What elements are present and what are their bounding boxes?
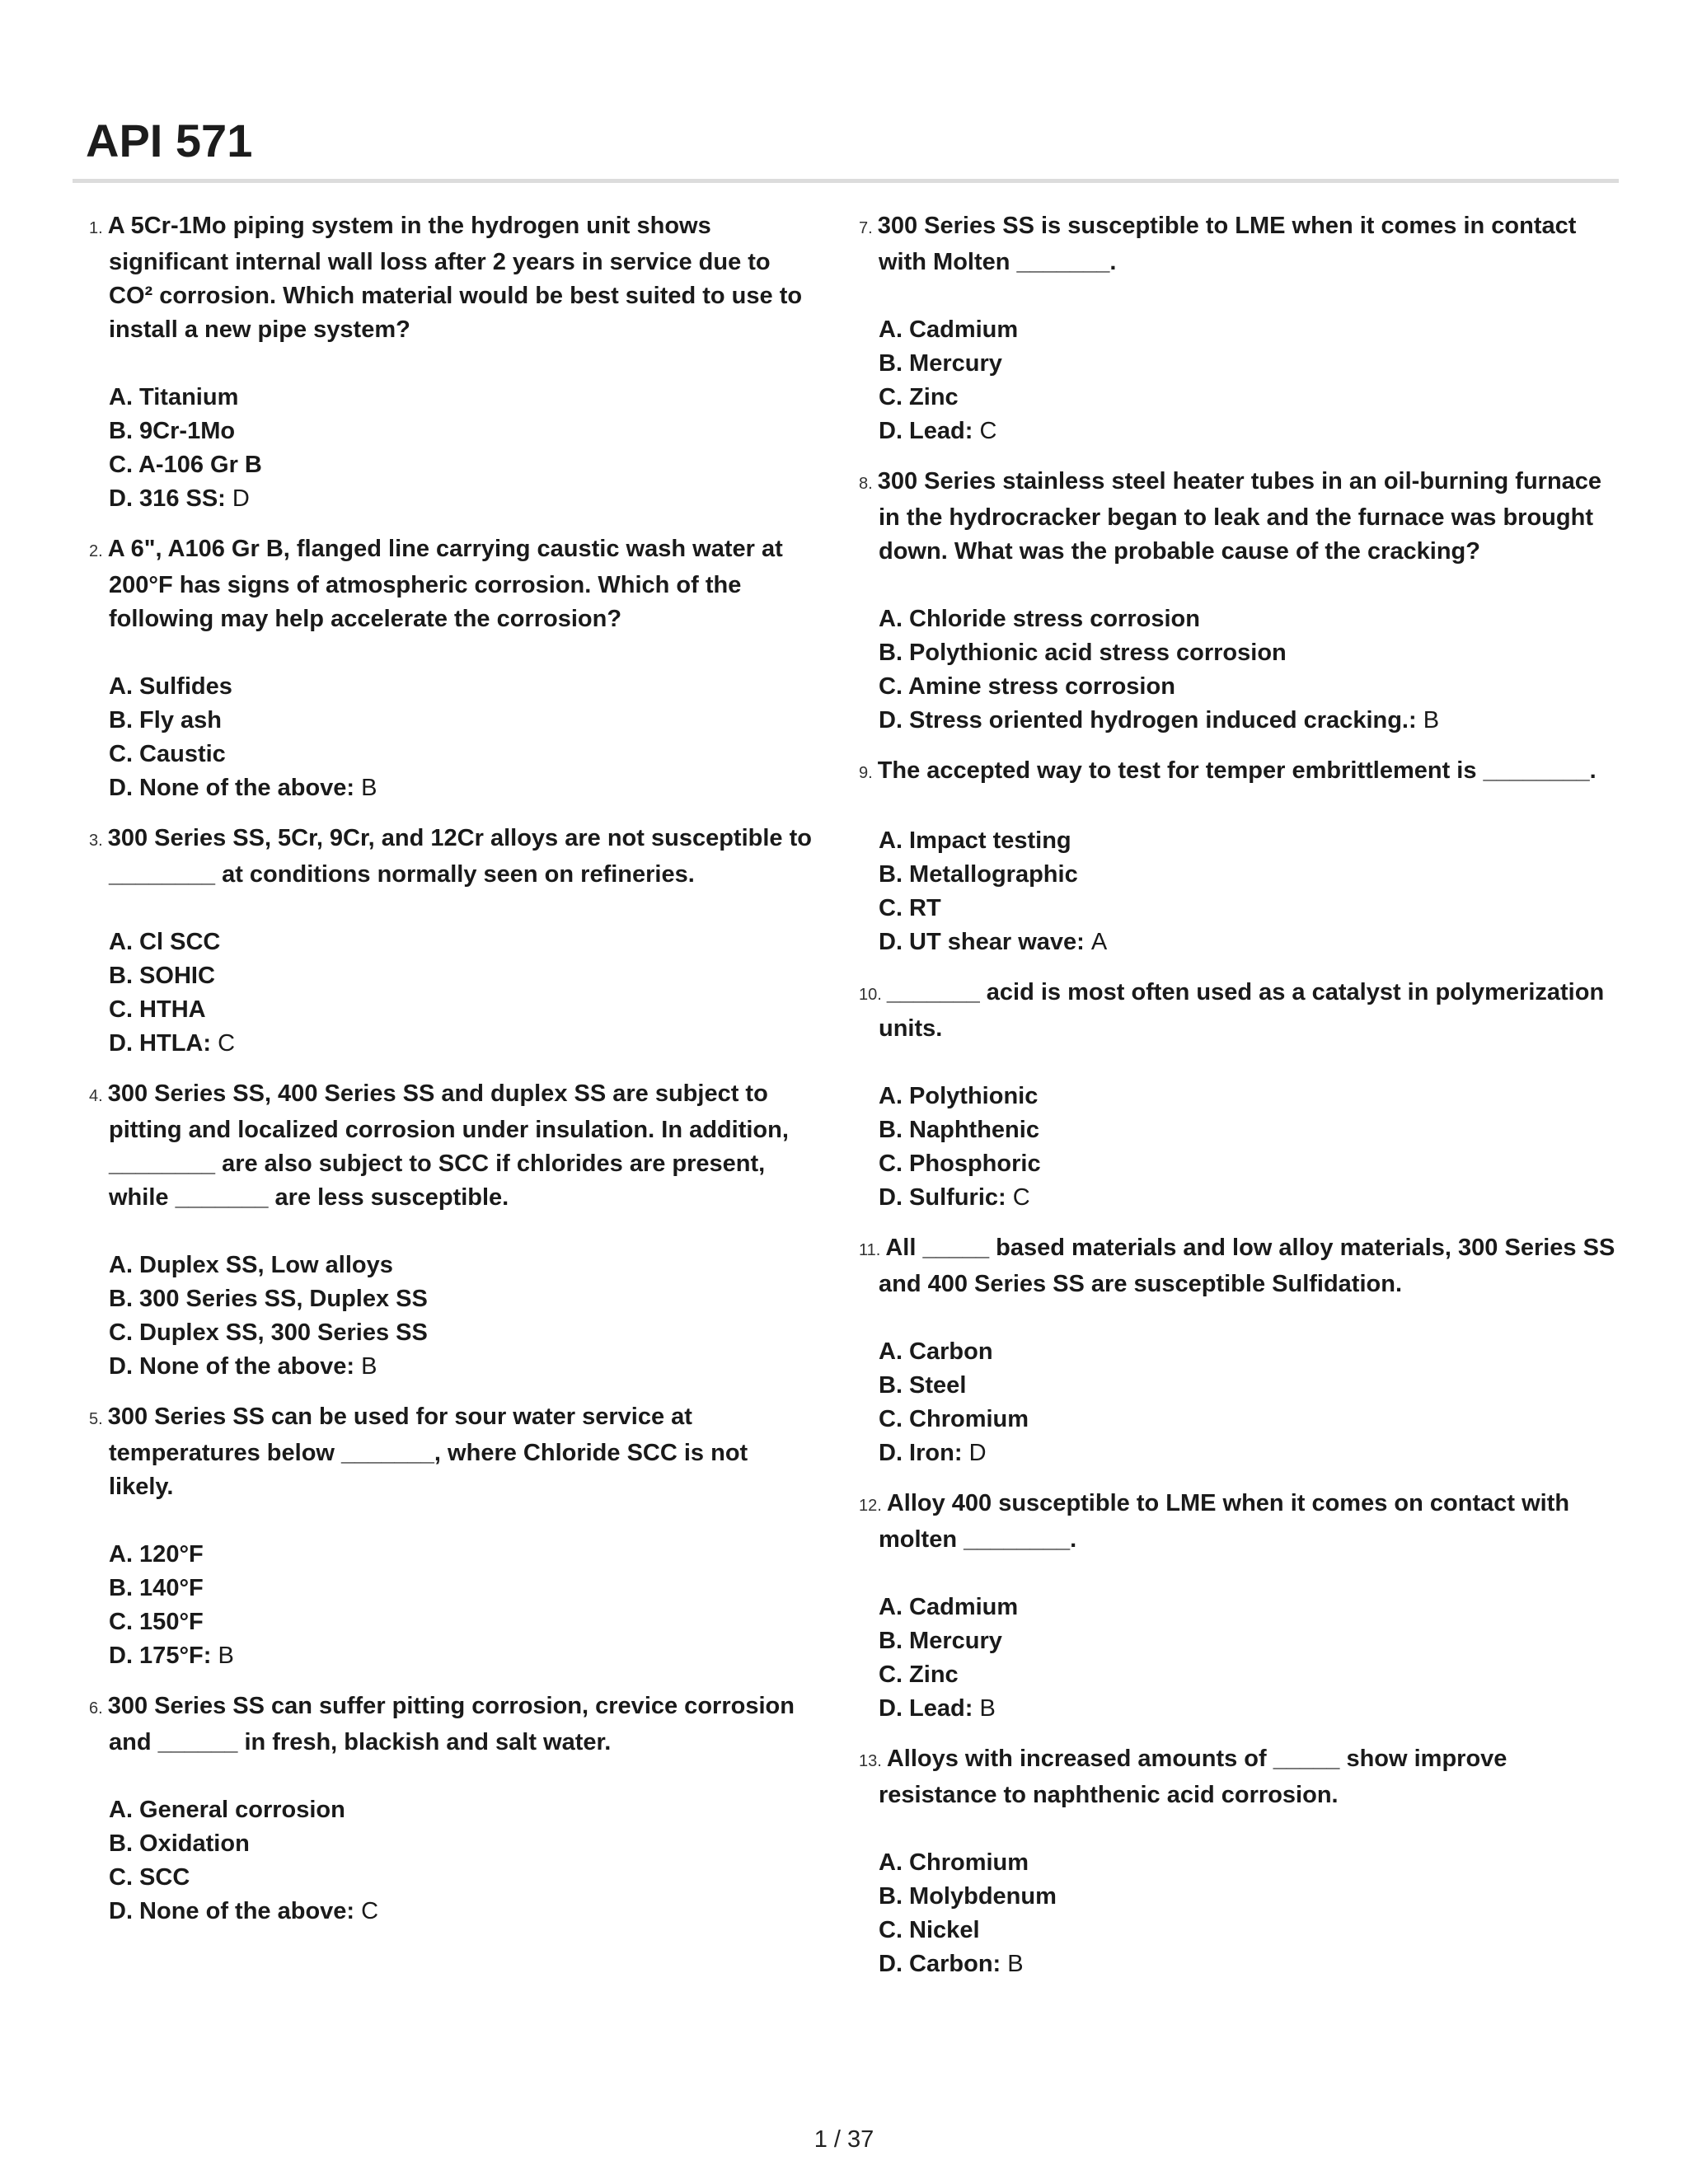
option-label: B. Naphthenic (879, 1117, 1039, 1143)
question-number: 8. (859, 475, 873, 493)
question-number: 5. (89, 1410, 103, 1428)
page-number: 1 / 37 (814, 2126, 874, 2153)
option-list (73, 926, 814, 1061)
option-list (842, 1591, 1617, 1726)
option-item (879, 1403, 1617, 1436)
option-label: A. Carbon (879, 1338, 993, 1365)
question-item (73, 532, 814, 805)
option-label: A. General corrosion (109, 1797, 345, 1823)
question-number: 10. (859, 986, 882, 1004)
answer-key: B (361, 775, 377, 801)
question-stem (73, 822, 814, 892)
question-item (73, 1400, 814, 1673)
question-stem (73, 532, 814, 636)
question-number: 13. (859, 1752, 882, 1770)
option-item (879, 1080, 1617, 1113)
option-item (109, 771, 814, 805)
option-item (109, 1350, 814, 1384)
option-label: B. Steel (879, 1372, 967, 1399)
question-stem (73, 209, 814, 347)
option-label: A. Cl SCC (109, 929, 221, 955)
question-text: The accepted way to test for temper embrittlement is ________. (877, 757, 1597, 784)
option-item (109, 1538, 814, 1572)
option-label: C. Nickel (879, 1917, 980, 1943)
option-list (842, 602, 1617, 738)
option-list (842, 1080, 1617, 1215)
option-label: C. Duplex SS, 300 Series SS (109, 1319, 428, 1346)
question-column-right (842, 209, 1617, 1998)
question-text: Alloys with increased amounts of _____ show improve resistance to naphthenic acid corrosion. (879, 1746, 1507, 1808)
option-label: B. Mercury (879, 1628, 1002, 1654)
question-number: 11. (859, 1241, 881, 1259)
option-item (109, 704, 814, 738)
option-label: B. Molybdenum (879, 1883, 1057, 1910)
question-text: _______ acid is most often used as a catalyst in polymerization units. (879, 979, 1605, 1042)
option-label: A. Chloride stress corrosion (879, 606, 1200, 632)
option-item (109, 448, 814, 482)
question-stem (842, 465, 1617, 569)
option-label: A. Polythionic (879, 1083, 1039, 1109)
option-item (879, 1880, 1617, 1914)
option-label: A. Cadmium (879, 1594, 1019, 1620)
option-item (879, 1436, 1617, 1470)
option-item (879, 1591, 1617, 1624)
option-label: C. Zinc (879, 1661, 959, 1688)
option-item (109, 959, 814, 993)
question-item (73, 1077, 814, 1384)
question-text: 300 Series SS can suffer pitting corrosion, crevice corrosion and ______ in fresh, blackish and salt water. (107, 1693, 795, 1755)
question-item (842, 209, 1617, 448)
option-item (109, 926, 814, 959)
question-number: 12. (859, 1497, 882, 1515)
page-title: API 571 (86, 115, 253, 166)
question-item (842, 976, 1617, 1215)
option-item (109, 381, 814, 415)
answer-key: C (1012, 1184, 1030, 1211)
question-number: 4. (89, 1087, 103, 1105)
answer-key: C (979, 418, 997, 444)
option-item (879, 1113, 1617, 1147)
option-item (879, 1914, 1617, 1947)
question-text: A 5Cr-1Mo piping system in the hydrogen unit shows significant internal wall loss after 2 years in service due to CO² corrosion. Which material would be best suited to use to install a new pipe system? (107, 213, 803, 343)
question-number: 1. (89, 219, 103, 237)
answer-key: B (1423, 707, 1440, 733)
question-number: 3. (89, 832, 103, 850)
option-label: C. Phosphoric (879, 1151, 1041, 1177)
option-item (879, 636, 1617, 670)
option-label: A. Duplex SS, Low alloys (109, 1252, 393, 1278)
answer-key: D (968, 1440, 987, 1466)
option-label: A. Titanium (109, 384, 239, 410)
option-item (879, 1369, 1617, 1403)
option-item (879, 1147, 1617, 1181)
option-list (73, 381, 814, 516)
option-list (73, 670, 814, 805)
option-label: D. None of the above: (109, 775, 355, 801)
option-item (879, 704, 1617, 738)
option-label: D. 316 SS: (109, 485, 226, 512)
question-stem (842, 1742, 1617, 1812)
option-list (842, 824, 1617, 959)
question-stem (842, 1231, 1617, 1301)
option-item (109, 1861, 814, 1895)
question-item (842, 754, 1617, 959)
option-label: C. HTHA (109, 996, 206, 1023)
option-item (109, 1827, 814, 1861)
answer-key: B (979, 1695, 996, 1722)
option-label: A. 120°F (109, 1541, 204, 1568)
option-item (879, 1692, 1617, 1726)
question-text: 300 Series SS is susceptible to LME when it comes in contact with Molten _______. (877, 213, 1577, 275)
option-label: C. RT (879, 895, 941, 921)
option-label: B. SOHIC (109, 963, 215, 989)
question-stem (73, 1077, 814, 1215)
option-item (109, 1249, 814, 1282)
answer-key: B (361, 1353, 377, 1380)
option-item (879, 313, 1617, 347)
option-item (109, 1572, 814, 1605)
question-item (73, 1690, 814, 1929)
option-item (109, 482, 814, 516)
answer-key: C (218, 1030, 236, 1057)
option-label: D. UT shear wave: (879, 929, 1085, 955)
question-text: 300 Series SS, 400 Series SS and duplex SS are subject to pitting and localized corrosion under insulation. In addition, ________ are also subject to SCC if chlorides are present, while _______ are less susceptible. (107, 1080, 789, 1211)
option-label: B. 9Cr-1Mo (109, 418, 236, 444)
option-item (879, 1335, 1617, 1369)
option-item (109, 1793, 814, 1827)
question-stem (842, 209, 1617, 279)
option-item (879, 1181, 1617, 1215)
option-item (879, 1846, 1617, 1880)
option-label: A. Chromium (879, 1849, 1029, 1876)
option-item (109, 993, 814, 1027)
option-label: D. Lead: (879, 1695, 973, 1722)
option-item (879, 381, 1617, 415)
option-item (879, 1624, 1617, 1658)
option-item (109, 1895, 814, 1929)
option-label: B. 140°F (109, 1575, 204, 1601)
option-label: D. HTLA: (109, 1030, 212, 1057)
question-stem (73, 1400, 814, 1504)
option-label: D. Iron: (879, 1440, 963, 1466)
question-stem (73, 1690, 814, 1760)
option-label: D. Stress oriented hydrogen induced cracking.: (879, 707, 1417, 733)
question-item (73, 822, 814, 1061)
question-number: 7. (859, 219, 873, 237)
answer-key: B (1007, 1951, 1024, 1977)
option-label: A. Impact testing (879, 827, 1071, 854)
question-item (842, 1742, 1617, 1981)
answer-key: B (218, 1643, 234, 1669)
option-label: D. Carbon: (879, 1951, 1001, 1977)
option-item (109, 670, 814, 704)
option-label: C. Zinc (879, 384, 959, 410)
option-label: D. Sulfuric: (879, 1184, 1006, 1211)
question-text: A 6", A106 Gr B, flanged line carrying caustic wash water at 200°F has signs of atmospheric corrosion. Which of the following may help accelerate the corrosion? (107, 536, 783, 632)
option-item (109, 1282, 814, 1316)
option-label: B. Mercury (879, 350, 1002, 377)
option-label: A. Sulfides (109, 673, 232, 700)
option-item (109, 415, 814, 448)
option-item (109, 1316, 814, 1350)
option-item (879, 858, 1617, 892)
answer-key: D (232, 485, 250, 512)
option-label: B. Metallographic (879, 861, 1078, 888)
question-item (842, 1487, 1617, 1726)
answer-key: A (1090, 929, 1108, 955)
option-label: C. A-106 Gr B (109, 452, 262, 478)
option-item (879, 347, 1617, 381)
option-item (109, 738, 814, 771)
option-label: B. Oxidation (109, 1830, 250, 1857)
option-label: D. Lead: (879, 418, 973, 444)
option-label: B. 300 Series SS, Duplex SS (109, 1286, 428, 1312)
question-text: 300 Series SS, 5Cr, 9Cr, and 12Cr alloys are not susceptible to ________ at conditions normally seen on refineries. (107, 825, 812, 888)
option-label: D. 175°F: (109, 1643, 212, 1669)
option-label: C. Chromium (879, 1406, 1029, 1432)
question-item (73, 209, 814, 516)
question-stem (842, 754, 1617, 790)
option-list (73, 1249, 814, 1384)
option-list (842, 1335, 1617, 1470)
option-item (879, 824, 1617, 858)
question-text: All _____ based materials and low alloy materials, 300 Series SS and 400 Series SS are susceptible Sulfidation. (879, 1235, 1615, 1297)
option-list (842, 1846, 1617, 1981)
option-label: D. None of the above: (109, 1353, 355, 1380)
option-item (879, 1658, 1617, 1692)
option-label: A. Cadmium (879, 316, 1019, 343)
option-item (109, 1639, 814, 1673)
question-number: 9. (859, 764, 873, 782)
option-label: C. 150°F (109, 1609, 204, 1635)
question-text: Alloy 400 susceptible to LME when it comes on contact with molten ________. (879, 1490, 1570, 1553)
option-item (109, 1605, 814, 1639)
question-text: 300 Series stainless steel heater tubes in an oil-burning furnace in the hydrocracker began to leak and the furnace was brought down. What was the probable cause of the cracking? (877, 468, 1602, 565)
option-label: C. SCC (109, 1864, 190, 1891)
option-label: C. Caustic (109, 741, 226, 767)
option-list (73, 1538, 814, 1673)
option-list (842, 313, 1617, 448)
option-label: B. Fly ash (109, 707, 222, 733)
option-item (879, 892, 1617, 926)
answer-key: C (361, 1898, 379, 1924)
question-item (842, 1231, 1617, 1470)
question-text: 300 Series SS can be used for sour water service at temperatures below _______, where Chloride SCC is not likely. (107, 1404, 748, 1500)
option-item (879, 926, 1617, 959)
question-stem (842, 976, 1617, 1046)
question-number: 2. (89, 542, 103, 560)
title-divider (73, 179, 1619, 183)
option-label: D. None of the above: (109, 1898, 355, 1924)
option-item (879, 1947, 1617, 1981)
option-label: B. Polythionic acid stress corrosion (879, 640, 1287, 666)
question-column-left (73, 209, 814, 1945)
question-stem (842, 1487, 1617, 1557)
question-item (842, 465, 1617, 738)
option-list (73, 1793, 814, 1929)
option-item (109, 1027, 814, 1061)
option-label: C. Amine stress corrosion (879, 673, 1175, 700)
option-item (879, 670, 1617, 704)
option-item (879, 415, 1617, 448)
option-item (879, 602, 1617, 636)
question-number: 6. (89, 1699, 103, 1718)
